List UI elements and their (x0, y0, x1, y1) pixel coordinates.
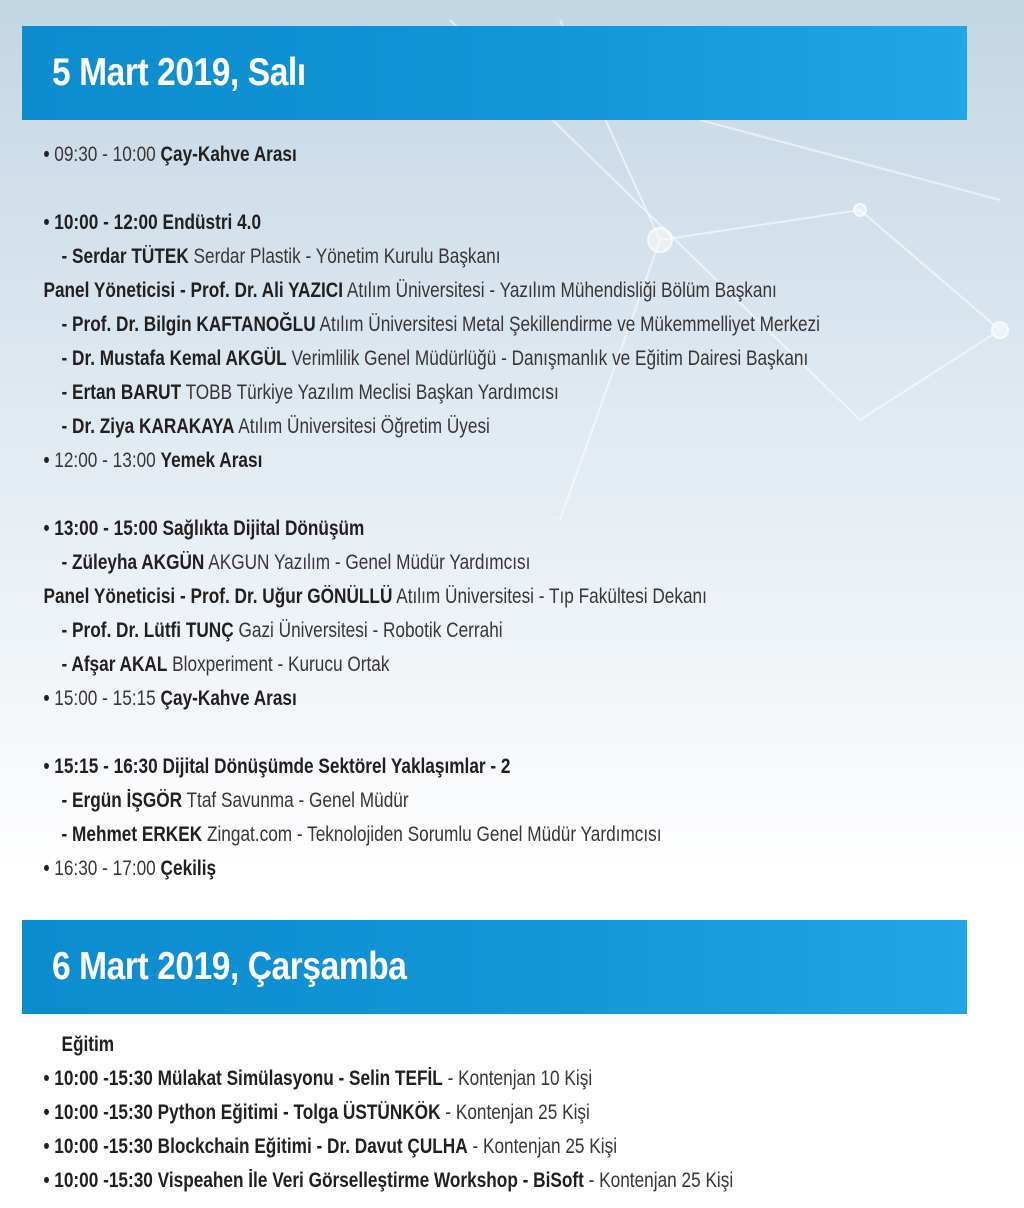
training-capacity: - Kontenjan 25 Kişi (472, 1135, 618, 1158)
speaker-affiliation: Serdar Plastik - Yönetim Kurulu Başkanı (193, 245, 501, 268)
spacer (0, 172, 1024, 206)
schedule-time: 13:00 - 15:00 (54, 517, 158, 540)
moderator-line (0, 274, 840, 308)
schedule-title: Yemek Arası (160, 449, 263, 472)
speaker-line: - Ergün İŞGÖR Ttaf Savunma - Genel Müdür (61, 789, 409, 812)
speaker-name: Dr. Ziya KARAKAYA (72, 415, 235, 438)
speaker-line: - Dr. Ziya KARAKAYA Atılım Üniversitesi Öğretim Üyesi (61, 415, 490, 438)
training-title: Python Eğitimi - Tolga ÜSTÜNKÖK (157, 1101, 441, 1124)
day1-title: 5 Mart 2019, Salı (52, 51, 306, 94)
speaker-affiliation: Atılım Üniversitesi Öğretim Üyesi (238, 415, 490, 438)
spacer (0, 478, 1024, 512)
training-time: 10:00 -15:30 (54, 1169, 153, 1192)
speaker-affiliation: Zingat.com - Teknolojiden Sorumlu Genel Müdür Yardımcısı (206, 823, 662, 846)
training-item: • 10:00 -15:30 Python Eğitimi - Tolga ÜSTÜNKÖK - Kontenjan 25 Kişi (43, 1101, 590, 1124)
speaker-name: Züleyha AKGÜN (72, 551, 205, 574)
speaker-name: Prof. Dr. Lütfi TUNÇ (72, 619, 234, 642)
speaker-name: Mehmet ERKEK (72, 823, 203, 846)
schedule-time: 16:30 - 17:00 (54, 857, 156, 880)
schedule-title: Çay-Kahve Arası (160, 143, 297, 166)
schedule-item: • 15:15 - 16:30 Dijital Dönüşümde Sektörel Yaklaşımlar - 2 (43, 755, 511, 778)
schedule-time: 15:00 - 15:15 (54, 687, 156, 710)
training-title: Vispeahen İle Veri Görselleştirme Workshop - BiSoft (157, 1169, 584, 1192)
speaker-line: - Serdar TÜTEK Serdar Plastik - Yönetim Kurulu Başkanı (61, 245, 501, 268)
schedule-item: • 10:00 - 12:00 Endüstri 4.0 (43, 211, 262, 234)
day2-schedule (0, 1028, 1024, 1198)
training-capacity: - Kontenjan 25 Kişi (445, 1101, 590, 1124)
speaker-name: Serdar TÜTEK (72, 245, 189, 268)
speaker-line: - Mehmet ERKEK Zingat.com - Teknolojiden Sorumlu Genel Müdür Yardımcısı (61, 823, 662, 846)
speaker-line: - Ertan BARUT TOBB Türkiye Yazılım Meclisi Başkan Yardımcısı (61, 381, 559, 404)
speaker-affiliation: Gazi Üniversitesi - Robotik Cerrahi (238, 619, 503, 642)
schedule-title: Çekiliş (160, 857, 217, 880)
speaker-line: - Dr. Mustafa Kemal AKGÜL Verimlilik Genel Müdürlüğü - Danışmanlık ve Eğitim Dairesi Başkanı (61, 347, 809, 370)
schedule-item: • 09:30 - 10:00 Çay-Kahve Arası (43, 143, 297, 166)
day2-banner (22, 920, 967, 1014)
schedule-time: 12:00 - 13:00 (54, 449, 156, 472)
training-capacity: - Kontenjan 25 Kişi (588, 1169, 734, 1192)
speaker-line: - Züleyha AKGÜN AKGUN Yazılım - Genel Müdür Yardımcısı (61, 551, 531, 574)
speaker-affiliation: Verimlilik Genel Müdürlüğü - Danışmanlık ve Eğitim Dairesi Başkanı (291, 347, 809, 370)
section-label: Eğitim (61, 1033, 115, 1056)
training-item: • 10:00 -15:30 Blockchain Eğitimi - Dr. Davut ÇULHA - Kontenjan 25 Kişi (43, 1135, 618, 1158)
training-item: • 10:00 -15:30 Mülakat Simülasyonu - Selin TEFİL - Kontenjan 10 Kişi (43, 1067, 593, 1090)
training-time: 10:00 -15:30 (54, 1067, 153, 1090)
moderator-name: Panel Yöneticisi - Prof. Dr. Uğur GÖNÜLLÜ (43, 585, 393, 608)
speaker-line: - Prof. Dr. Bilgin KAFTANOĞLU Atılım Üniversitesi Metal Şekillendirme ve Mükemmelliyet Merkezi (61, 313, 820, 336)
schedule-time: 15:15 - 16:30 (54, 755, 158, 778)
training-item: • 10:00 -15:30 Vispeahen İle Veri Görselleştirme Workshop - BiSoft - Kontenjan 25 Kişi (43, 1169, 734, 1192)
speaker-name: Prof. Dr. Bilgin KAFTANOĞLU (72, 313, 316, 336)
speaker-affiliation: Ttaf Savunma - Genel Müdür (186, 789, 409, 812)
speaker-affiliation: TOBB Türkiye Yazılım Meclisi Başkan Yardımcısı (185, 381, 559, 404)
moderator-name: Panel Yöneticisi - Prof. Dr. Ali YAZICI (43, 279, 343, 302)
schedule-title: Sağlıkta Dijital Dönüşüm (162, 517, 365, 540)
schedule-item: • 15:00 - 15:15 Çay-Kahve Arası (43, 687, 297, 710)
schedule-time: 10:00 - 12:00 (54, 211, 158, 234)
day1-schedule (0, 138, 1024, 886)
schedule-item: • 12:00 - 13:00 Yemek Arası (43, 449, 263, 472)
training-title: Blockchain Eğitimi - Dr. Davut ÇULHA (157, 1135, 468, 1158)
speaker-line: - Afşar AKAL Bloxperiment - Kurucu Ortak (61, 653, 390, 676)
schedule-time: 09:30 - 10:00 (54, 143, 156, 166)
schedule-item: • 13:00 - 15:00 Sağlıkta Dijital Dönüşüm (43, 517, 365, 540)
day2-title: 6 Mart 2019, Çarşamba (52, 945, 407, 988)
speaker-affiliation: AKGUN Yazılım - Genel Müdür Yardımcısı (208, 551, 531, 574)
schedule-title: Çay-Kahve Arası (160, 687, 297, 710)
spacer (0, 716, 1024, 750)
speaker-affiliation: Atılım Üniversitesi Metal Şekillendirme ve Mükemmelliyet Merkezi (319, 313, 820, 336)
speaker-name: Ergün İŞGÖR (72, 789, 183, 812)
moderator-affiliation: Atılım Üniversitesi - Yazılım Mühendisliği Bölüm Başkanı (346, 279, 777, 302)
schedule-title: Dijital Dönüşümde Sektörel Yaklaşımlar - 2 (162, 755, 511, 778)
training-time: 10:00 -15:30 (54, 1101, 153, 1124)
speaker-name: Ertan BARUT (72, 381, 182, 404)
speaker-name: Afşar AKAL (71, 653, 168, 676)
moderator-line (0, 580, 840, 614)
speaker-line: - Prof. Dr. Lütfi TUNÇ Gazi Üniversitesi - Robotik Cerrahi (61, 619, 503, 642)
moderator-affiliation: Atılım Üniversitesi - Tıp Fakültesi Dekanı (396, 585, 707, 608)
training-time: 10:00 -15:30 (54, 1135, 153, 1158)
schedule-item: • 16:30 - 17:00 Çekiliş (43, 857, 217, 880)
training-title: Mülakat Simülasyonu - Selin TEFİL (157, 1067, 443, 1090)
training-capacity: - Kontenjan 10 Kişi (447, 1067, 593, 1090)
schedule-title: Endüstri 4.0 (162, 211, 262, 234)
speaker-name: Dr. Mustafa Kemal AKGÜL (72, 347, 287, 370)
day1-banner (22, 26, 967, 120)
speaker-affiliation: Bloxperiment - Kurucu Ortak (172, 653, 390, 676)
